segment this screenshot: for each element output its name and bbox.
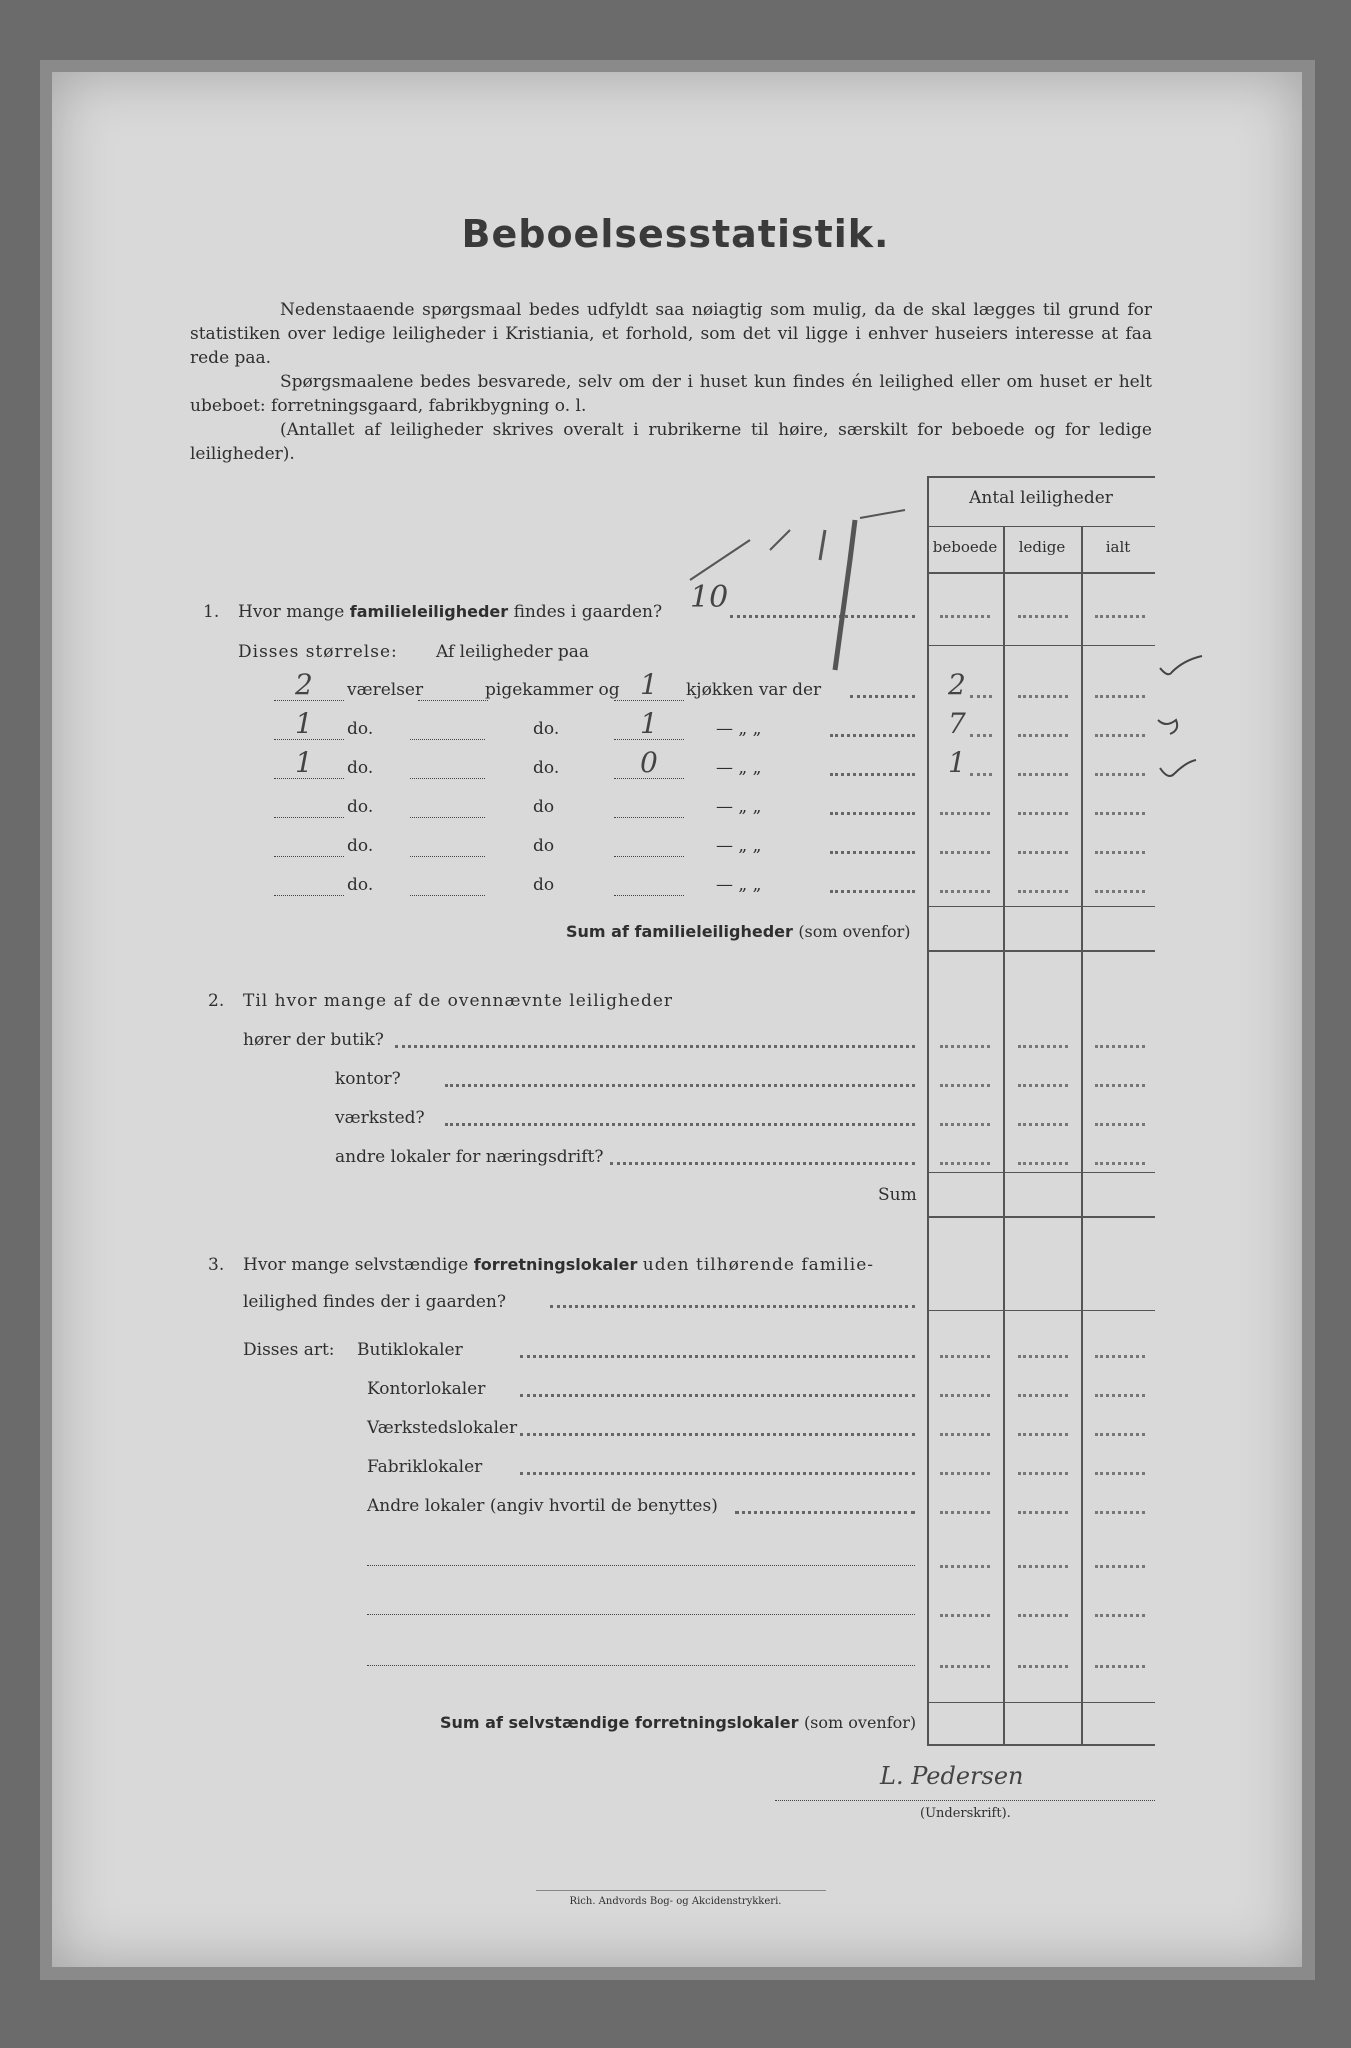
q1-cell-ledige xyxy=(1018,615,1068,618)
cell-ialt xyxy=(1095,1394,1145,1397)
q2-item: kontor? xyxy=(335,1069,401,1089)
kitchen-handwritten: 1 xyxy=(640,707,658,740)
kitchen-handwritten: 0 xyxy=(640,746,658,779)
q3-blank-cell-c3 xyxy=(1095,1665,1145,1668)
kitchen-label: — „ „ xyxy=(716,836,762,856)
rooms-label: do. xyxy=(347,719,374,739)
cell-ialt xyxy=(1095,1162,1145,1165)
q3-dot-leader xyxy=(520,1355,915,1358)
cell-ledige xyxy=(1018,1511,1068,1514)
maid-label: do. xyxy=(533,758,560,778)
cell-ialt xyxy=(1095,1472,1145,1475)
q2-dot-leader xyxy=(610,1162,915,1165)
q3-row-rule xyxy=(927,1310,1155,1311)
rooms-trail-blank xyxy=(410,778,485,779)
footer-rule xyxy=(536,1890,826,1891)
rooms-blank xyxy=(274,856,344,857)
kitchen-label: — „ „ xyxy=(716,758,762,778)
cell-ialt xyxy=(1095,695,1145,698)
intro-paragraph-1: Nedenstaaende spørgsmaal bedes udfyldt saa nøiagtig som mulig, da de skal lægges til grund for statistiken over ledige leiligheder i Kristiania, et forhold, som det vil ligge i enhver huseiers interesse at faa rede paa. xyxy=(190,300,1152,368)
q2-item: værksted? xyxy=(335,1108,425,1128)
q2-items-bottom-rule xyxy=(927,1172,1155,1173)
cell-ledige xyxy=(1018,1084,1068,1087)
cell-ialt xyxy=(1095,890,1145,893)
q3-blank-cell-c2 xyxy=(1095,1614,1145,1617)
rooms-handwritten: 1 xyxy=(295,746,313,779)
signature-line xyxy=(775,1800,1155,1801)
cell-ledige xyxy=(1018,1355,1068,1358)
cell-ialt xyxy=(1095,734,1145,737)
cell-beboede xyxy=(940,851,990,854)
kitchen-handwritten: 1 xyxy=(640,668,658,701)
cell-beboede xyxy=(940,1162,990,1165)
row-dot-leader xyxy=(830,734,915,737)
q3-blank-cell-b2 xyxy=(1018,1614,1068,1617)
signature-handwritten: L. Pedersen xyxy=(880,1762,1024,1790)
table-col-rule-1 xyxy=(1003,526,1005,1746)
kitchen-blank xyxy=(614,856,684,857)
cell-ledige xyxy=(1018,1472,1068,1475)
rooms-label: do. xyxy=(347,758,374,778)
q3-blank-cell-c1 xyxy=(1095,1565,1145,1568)
q3-dot-leader xyxy=(735,1511,915,1514)
q2-item: andre lokaler for næringsdrift? xyxy=(335,1147,604,1167)
q3-item: Andre lokaler (angiv hvortil de benyttes) xyxy=(367,1496,718,1516)
q3-sum-line: Sum af selvstændige forretningslokaler (som ovenfor) xyxy=(440,1713,917,1732)
cell-beboede xyxy=(940,890,990,893)
q3-question: Hvor mange selvstændige forretningslokaler uden tilhørende familie- xyxy=(243,1255,875,1275)
q3-blank-line-3 xyxy=(367,1665,915,1666)
q2-dot-leader xyxy=(445,1084,915,1087)
q3-item: Fabriklokaler xyxy=(367,1457,483,1477)
q1-row-rule xyxy=(927,645,1155,646)
cell-ialt xyxy=(1095,1511,1145,1514)
cell-ialt xyxy=(1095,1045,1145,1048)
q1-sizes-sub: Af leiligheder paa xyxy=(436,642,589,662)
beboede-handwritten: 1 xyxy=(948,746,966,779)
rooms-trail-blank xyxy=(418,700,488,701)
rooms-trail-blank xyxy=(410,856,485,857)
printer-imprint: Rich. Andvords Bog- og Akcidenstrykkeri. xyxy=(569,1896,782,1907)
row-dot-leader xyxy=(850,695,915,698)
beboede-handwritten: 2 xyxy=(948,668,966,701)
cell-beboede xyxy=(940,1433,990,1436)
cell-ledige xyxy=(1018,695,1068,698)
cell-ledige xyxy=(1018,1045,1068,1048)
cell-beboede xyxy=(970,773,992,776)
q1-number: 1. xyxy=(203,602,220,622)
q3-items-bottom-rule xyxy=(927,1702,1155,1703)
cell-ialt xyxy=(1095,1355,1145,1358)
q3-dot-leader xyxy=(550,1305,915,1308)
q1-cell-ialt xyxy=(1095,615,1145,618)
row-dot-leader xyxy=(830,773,915,776)
check-marks-handwritten xyxy=(1150,650,1210,790)
cell-beboede xyxy=(940,1123,990,1126)
pen-strokes-handwritten xyxy=(660,500,920,680)
table-group-header: Antal leiligheder xyxy=(969,488,1113,508)
cell-ialt xyxy=(1095,1433,1145,1436)
cell-ledige xyxy=(1018,1394,1068,1397)
kitchen-blank xyxy=(614,895,684,896)
q1-rows-bottom-rule xyxy=(927,906,1155,907)
rooms-blank xyxy=(274,817,344,818)
cell-ialt xyxy=(1095,1123,1145,1126)
q1-question: Hvor mange familieleiligheder findes i gaarden? xyxy=(238,602,663,622)
cell-ledige xyxy=(1018,1162,1068,1165)
kitchen-label: — „ „ xyxy=(716,797,762,817)
maid-label: pigekammer og xyxy=(485,680,620,700)
table-col-rule-2 xyxy=(1081,526,1083,1746)
q3-blank-cell-b3 xyxy=(1018,1665,1068,1668)
q2-number: 2. xyxy=(208,991,225,1011)
rooms-handwritten: 1 xyxy=(295,707,313,740)
table-left-rule xyxy=(927,476,929,1746)
cell-beboede xyxy=(970,695,992,698)
cell-beboede xyxy=(940,1472,990,1475)
maid-label: do xyxy=(533,836,555,856)
rooms-label: do. xyxy=(347,797,374,817)
q1-cell-beboede xyxy=(940,615,990,618)
q2-question: Til hvor mange af de ovennævnte leiligheder xyxy=(243,991,674,1011)
intro-paragraph-3: (Antallet af leiligheder skrives overalt i rubrikerne til høire, særskilt for beboede og for ledige leiligheder). xyxy=(190,420,1152,464)
cell-beboede xyxy=(940,1355,990,1358)
cell-ledige xyxy=(1018,851,1068,854)
q2-dot-leader xyxy=(445,1123,915,1126)
table-col-beboede: beboede xyxy=(932,538,998,556)
maid-label: do xyxy=(533,797,555,817)
q3-sum-rule xyxy=(927,1744,1155,1746)
q2-sum-rule xyxy=(927,1216,1155,1218)
q3-blank-cell-b1 xyxy=(1018,1565,1068,1568)
q3-blank-cell-a2 xyxy=(940,1614,990,1617)
q3-dot-leader xyxy=(520,1472,915,1475)
q3-blank-cell-a1 xyxy=(940,1565,990,1568)
q2-sum: Sum xyxy=(878,1185,917,1205)
q3-blank-cell-a3 xyxy=(940,1665,990,1668)
cell-beboede xyxy=(940,1045,990,1048)
kitchen-blank xyxy=(614,817,684,818)
q3-item: Butiklokaler xyxy=(357,1340,463,1360)
maid-label: do. xyxy=(533,719,560,739)
maid-label: do xyxy=(533,875,555,895)
cell-ledige xyxy=(1018,734,1068,737)
cell-ledige xyxy=(1018,1433,1068,1436)
cell-ledige xyxy=(1018,773,1068,776)
cell-ledige xyxy=(1018,812,1068,815)
intro-paragraph-2: Spørgsmaalene bedes besvarede, selv om der i huset kun findes én leilighed eller om huset er helt ubeboet: forretningsgaard, fabrikbygning o. l. xyxy=(190,372,1152,416)
rooms-label: do. xyxy=(347,836,374,856)
cell-ialt xyxy=(1095,773,1145,776)
table-top-rule xyxy=(927,476,1155,478)
rooms-handwritten: 2 xyxy=(295,668,313,701)
q1-sum-line: Sum af familieleiligheder (som ovenfor) xyxy=(566,922,911,941)
q3-item: Kontorlokaler xyxy=(367,1379,486,1399)
cell-beboede xyxy=(940,1394,990,1397)
row-dot-leader xyxy=(830,812,915,815)
rooms-trail-blank xyxy=(410,739,485,740)
table-col-ialt: ialt xyxy=(1105,538,1131,556)
kitchen-label: — „ „ xyxy=(716,719,762,739)
row-dot-leader xyxy=(830,851,915,854)
beboede-handwritten: 7 xyxy=(948,707,966,740)
q1-sum-rule xyxy=(927,950,1155,952)
cell-ledige xyxy=(1018,1123,1068,1126)
rooms-trail-blank xyxy=(410,817,485,818)
table-header-rule xyxy=(927,572,1155,574)
cell-ialt xyxy=(1095,1084,1145,1087)
q3-blank-line-2 xyxy=(367,1614,915,1615)
signature-label: (Underskrift). xyxy=(920,1806,1011,1821)
cell-ialt xyxy=(1095,812,1145,815)
rooms-blank xyxy=(274,895,344,896)
table-group-rule xyxy=(927,526,1155,527)
rooms-label: do. xyxy=(347,875,374,895)
q3-art-label: Disses art: xyxy=(243,1340,335,1360)
rooms-label: værelser xyxy=(347,680,424,700)
q3-blank-line-1 xyxy=(367,1565,915,1566)
kitchen-label: — „ „ xyxy=(716,875,762,895)
cell-beboede xyxy=(970,734,992,737)
q1-sizes-label: Disses størrelse: xyxy=(238,642,398,662)
cell-ledige xyxy=(1018,890,1068,893)
row-dot-leader xyxy=(830,890,915,893)
q3-number: 3. xyxy=(208,1255,225,1275)
table-col-ledige: ledige xyxy=(1018,538,1066,556)
rooms-trail-blank xyxy=(410,895,485,896)
kitchen-label: kjøkken var der xyxy=(686,680,822,700)
cell-ialt xyxy=(1095,851,1145,854)
page-title: Beboelsesstatistik. xyxy=(461,212,890,256)
cell-beboede xyxy=(940,1511,990,1514)
q2-dot-leader xyxy=(395,1045,915,1048)
cell-beboede xyxy=(940,812,990,815)
q1-answer-handwritten: 10 xyxy=(690,580,729,615)
q3-item: Værkstedslokaler xyxy=(367,1418,518,1438)
q3-question-line2: leilighed findes der i gaarden? xyxy=(243,1292,506,1312)
q2-item: hører der butik? xyxy=(243,1030,384,1050)
cell-beboede xyxy=(940,1084,990,1087)
q3-dot-leader xyxy=(520,1394,915,1397)
q3-dot-leader xyxy=(520,1433,915,1436)
